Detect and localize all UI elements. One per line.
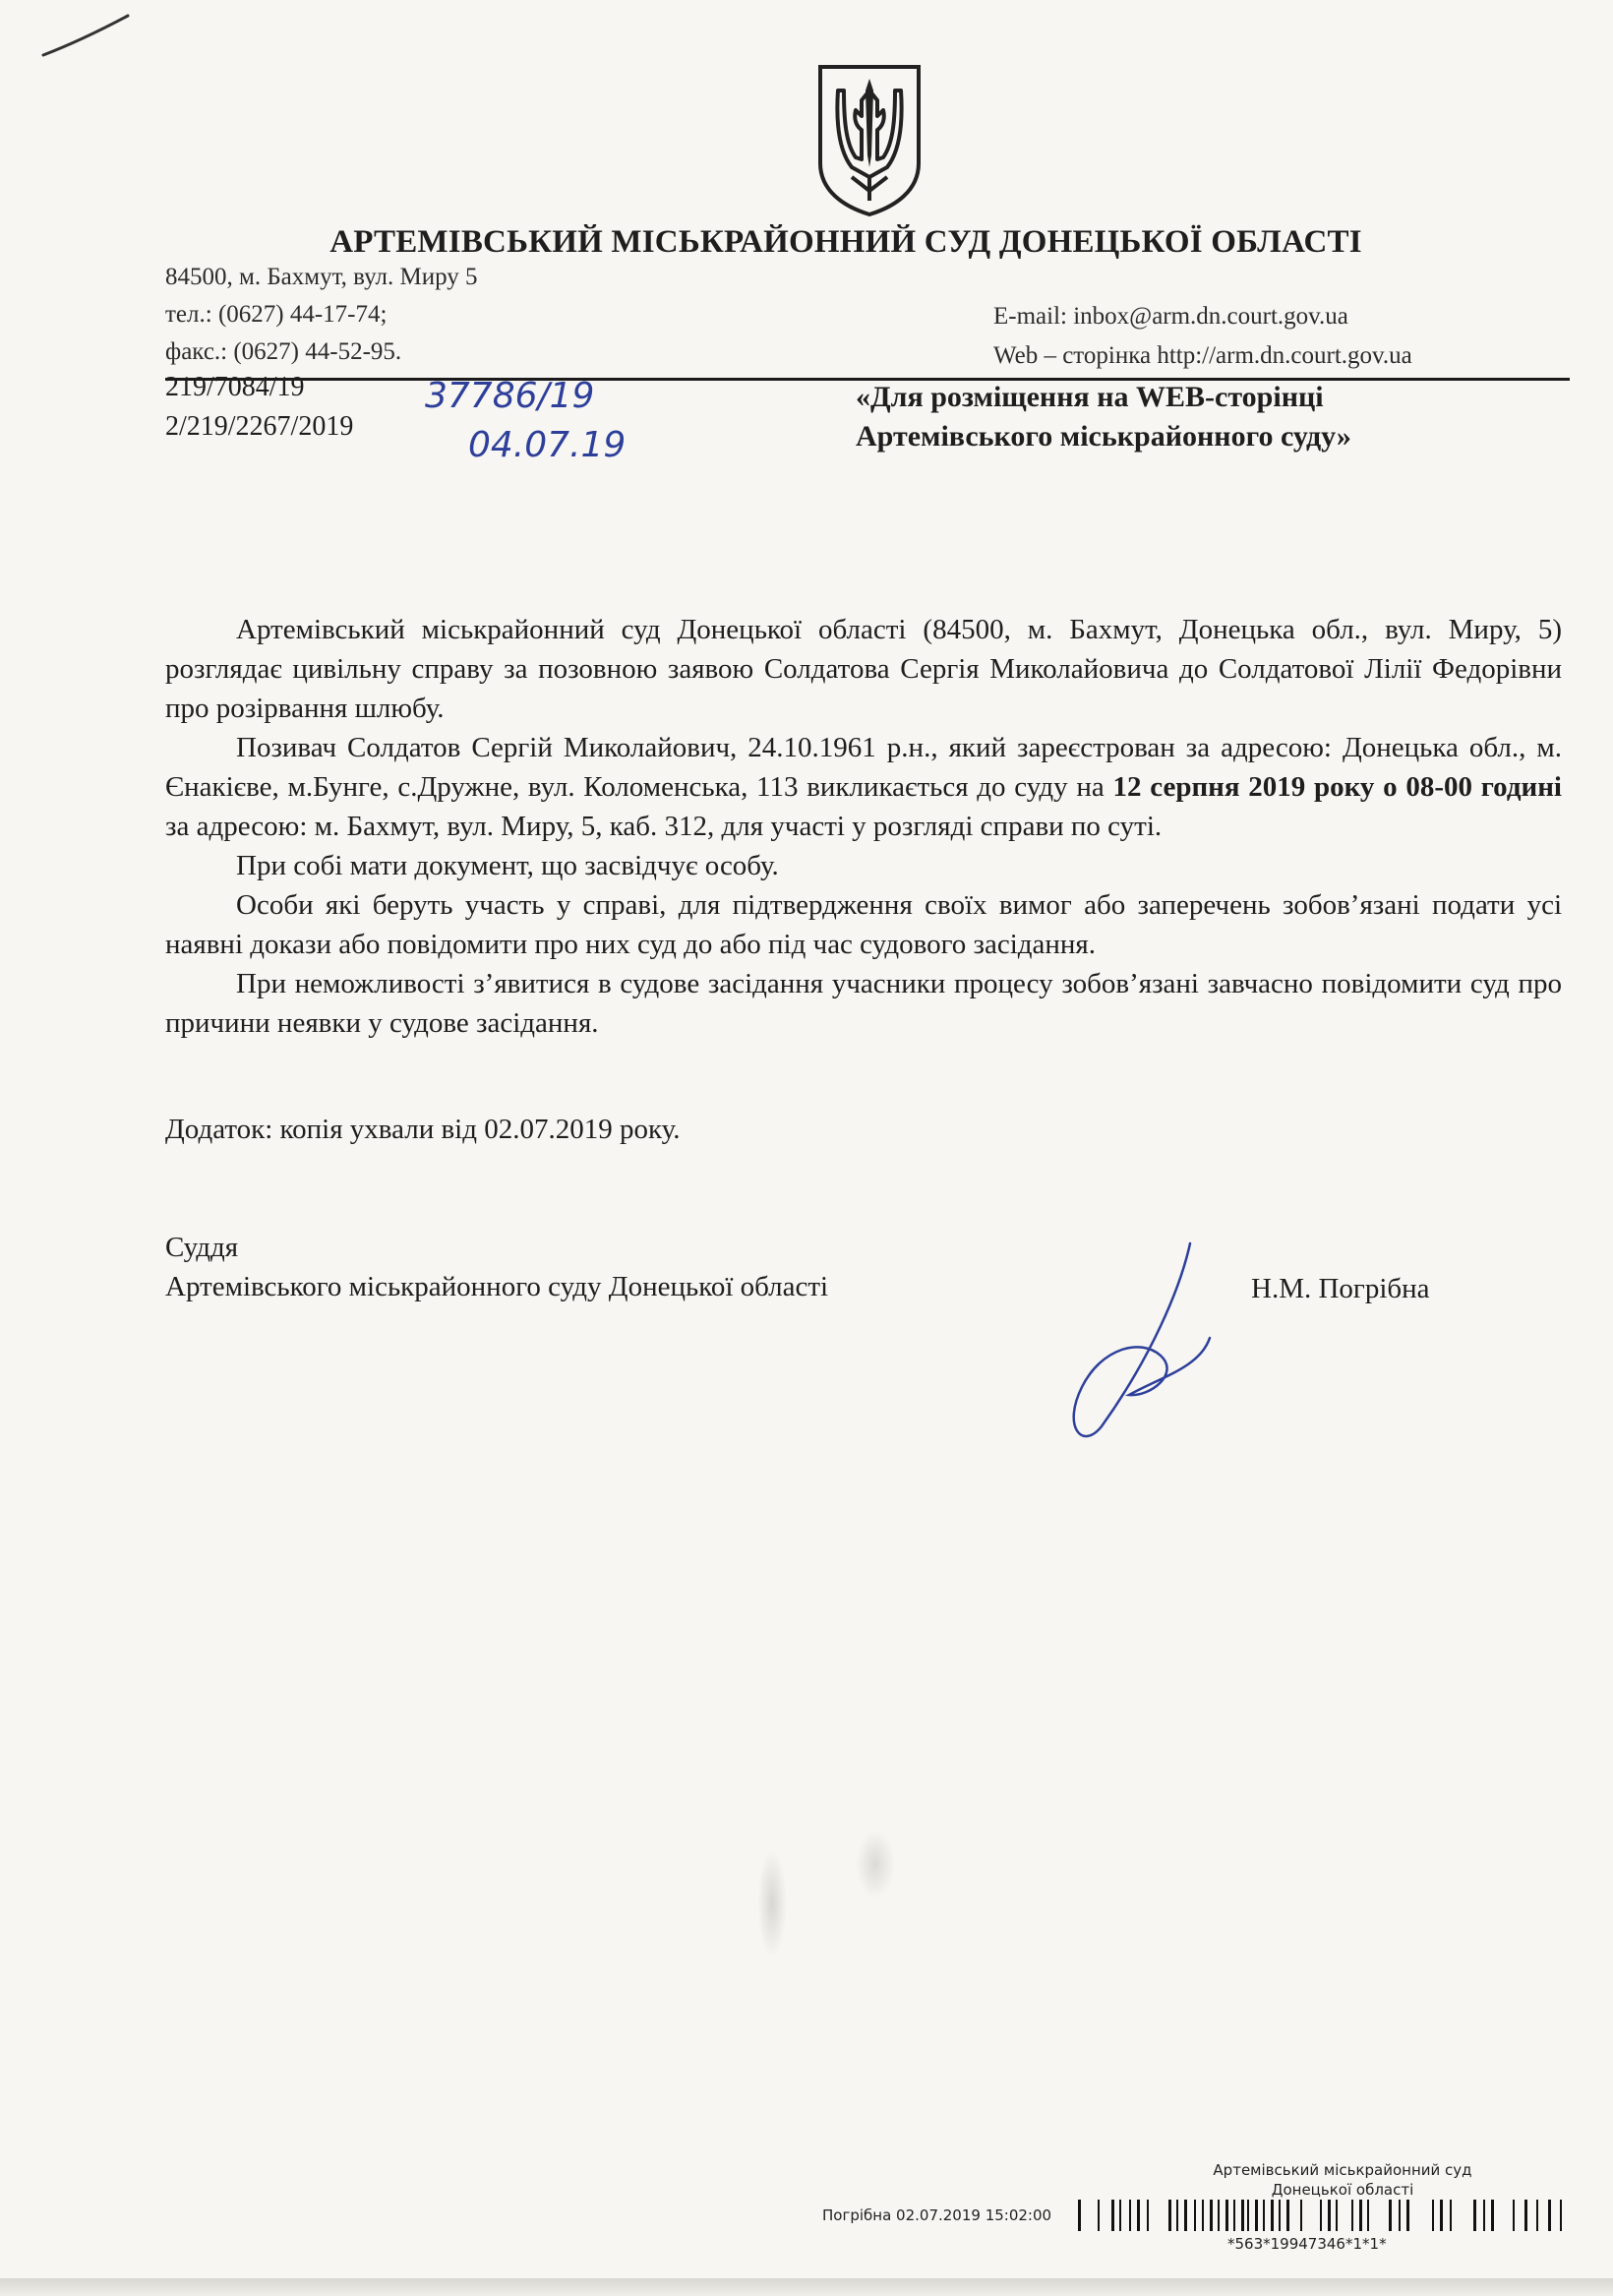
court-name-heading: АРТЕМІВСЬКИЙ МІСЬКРАЙОННИЙ СУД ДОНЕЦЬКОЇ ОБЛАСТІ — [329, 224, 1362, 260]
ukraine-coat-of-arms-emblem — [812, 61, 926, 218]
publication-note-line1: «Для розміщення на WEB-сторінці — [856, 381, 1324, 413]
notice-paragraph-id: При собі мати документ, що засвідчує особу. — [236, 850, 779, 881]
pen-stroke-mark — [39, 10, 138, 69]
paper-smudge — [856, 1830, 895, 1899]
notice-paragraph-absence: При неможливості з’явитися в судове засідання учасники процесу зобов’язані завчасно повідомити суд про причини неявки у судове засідання. — [165, 968, 1562, 1039]
judge-signature — [1043, 1230, 1239, 1446]
court-website: Web – сторінка http://arm.dn.court.gov.ua — [993, 342, 1412, 369]
court-email: E-mail: inbox@arm.dn.court.gov.ua — [993, 303, 1348, 330]
addendum-line: Додаток: копія ухвали від 02.07.2019 року. — [165, 1114, 681, 1145]
court-fax: факс.: (0627) 44-52-95. — [165, 338, 402, 365]
barcode-number: *563*19947346*1*1* — [1227, 2235, 1387, 2253]
scan-bottom-edge — [0, 2278, 1613, 2296]
summons-text-end: за адресою: м. Бахмут, вул. Миру, 5, каб. 312, для участі у розгляді справи по суті. — [165, 811, 1163, 842]
notice-paragraph-case: Артемівський міськрайонний суд Донецької області (84500, м. Бахмут, Донецька обл., вул. Миру, 5) розглядає цивільну справу за позовною заявою Солдатова Сергія Миколайовича до Солдатової Лілії Федорівни про розірвання шлюбу. — [165, 614, 1562, 724]
court-phone: тел.: (0627) 44-17-74; — [165, 301, 388, 328]
case-number: 219/7084/19 — [165, 372, 305, 402]
e-signature-court-line2: Донецької області — [1271, 2181, 1414, 2199]
notice-paragraph-evidence: Особи які беруть участь у справі, для підтвердження своїх вимог або заперечень зобов’язані подати усі наявні докази або повідомити про них суд до або під час судового засідання. — [165, 889, 1562, 960]
publication-note — [856, 378, 1351, 456]
summons-text-start: Позивач Солдатов Сергій Миколайович, 24.10.1961 р.н., який зареєстрован за адресою: Донецька обл., м. Єнакієве, м.Бунге, с.Дружне, вул. Коломенська, 113 викликається до суду на — [165, 732, 1562, 803]
handwritten-registration-number: 37786/19 — [425, 376, 595, 416]
proceeding-number: 2/219/2267/2019 — [165, 411, 354, 442]
paper-smudge — [757, 1849, 787, 1958]
notice-paragraph-summons — [165, 728, 1562, 846]
e-signature-court — [1131, 2160, 1554, 2200]
notice-body — [165, 610, 1562, 1043]
e-signature-signer: Погрібна 02.07.2019 15:02:00 — [822, 2206, 1052, 2224]
hearing-datetime: 12 серпня 2019 року о 08-00 годині — [1112, 771, 1562, 803]
e-signature-court-line1: Артемівський міськрайонний суд — [1213, 2161, 1472, 2179]
handwritten-registration-date: 04.07.19 — [468, 425, 627, 465]
judge-title: Суддя — [165, 1232, 239, 1263]
judge-name: Н.М. Погрібна — [1251, 1273, 1430, 1304]
document-barcode — [1078, 2198, 1564, 2237]
publication-note-line2: Артемівського міськрайонного суду» — [856, 420, 1351, 453]
court-address: 84500, м. Бахмут, вул. Миру 5 — [165, 264, 478, 290]
judge-court: Артемівського міськрайонного суду Донецької області — [165, 1271, 829, 1302]
